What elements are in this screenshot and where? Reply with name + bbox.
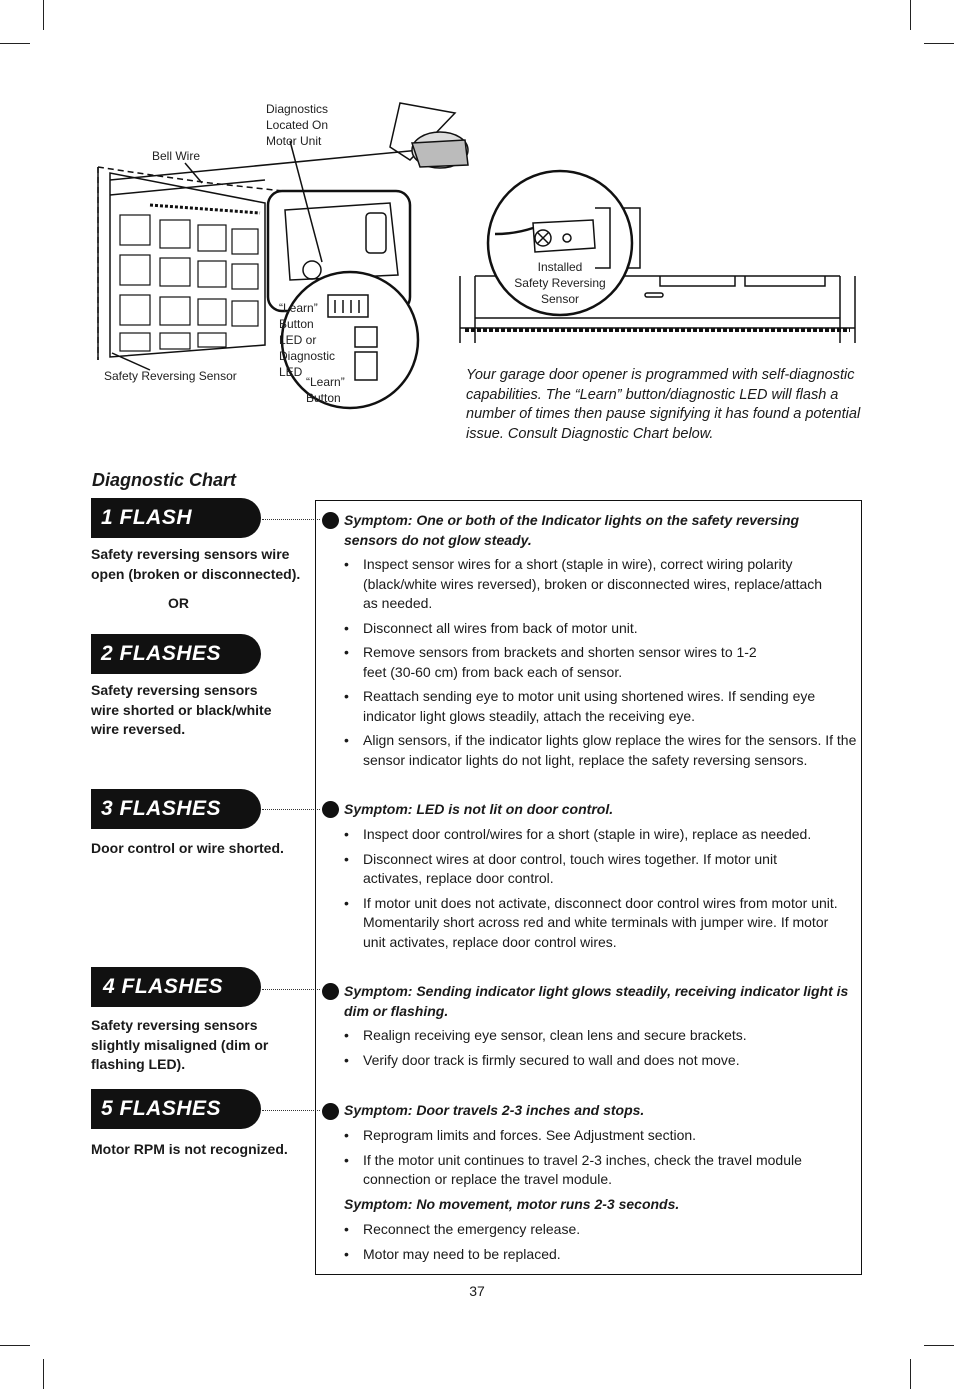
diagnostics-callout: Diagnostics Located On Motor Unit [266,102,329,148]
flash-code-2: 2 FLASHES [91,634,261,674]
bell-wire-callout: Bell Wire [152,149,201,163]
page-number: 37 [469,1283,485,1299]
leader-line [262,989,320,990]
crop-mark [924,1345,954,1346]
crop-mark [0,43,30,44]
crop-mark [910,0,911,30]
flash-cause-1: Safety reversing sensors wire open (broken or disconnected). [91,546,301,582]
installed-sensor-callout: Installed Safety Reversing Sensor [514,260,606,306]
flash-code-3: 3 FLASHES [91,789,261,829]
flash-cause-4: Safety reversing sensors slightly misaligned (dim or flashing LED). [91,1017,269,1072]
step-item: • Verify door track is firmly secured to wall and does not move. [344,1051,859,1071]
symptom-heading: Symptom: One or both of the Indicator lights on the safety reversing sensors do not glow steady. [344,512,800,548]
step-item: • Realign receiving eye sensor, clean lens and secure brackets. [344,1026,859,1046]
flash-code-4: 4 FLASHES [91,967,261,1007]
learn-button-callout: “Learn” Button [306,375,345,405]
step-item: • Align sensors, if the indicator lights glow replace the wires for the sensors. If the sensor indicator lights do not light, replace the safety reversing sensors. [344,731,873,770]
crop-mark [43,0,44,30]
step-item: • Disconnect wires at door control, touch wires together. If motor unit activates, replace door control. [344,850,818,889]
flash-cause-2: Safety reversing sensors wire shorted or black/white wire reversed. [91,682,272,737]
leader-line [262,809,320,810]
step-item: • Inspect sensor wires for a short (staple in wire), correct wiring polarity (black/white wires reversed), broken or disconnected wires, replace/attach as needed. [344,555,834,614]
flash-code-1: 1 FLASH [91,498,261,538]
flash-cause-3: Door control or wire shorted. [91,840,284,856]
leader-line [262,1110,320,1111]
intro-paragraph: Your garage door opener is programmed with self-diagnostic capabilities. The “Learn” button/diagnostic LED will flash a number of times then pause signifying it has found a potential issue. Consult Diagnostic Chart below. [466,367,861,442]
symptom-heading: Symptom: LED is not lit on door control. [344,801,614,817]
symptom-bullet [322,1103,339,1120]
step-item: • Reconnect the emergency release. [344,1220,859,1240]
flash-cause-5: Motor RPM is not recognized. [91,1141,288,1157]
symptom-bullet [322,983,339,1000]
step-item: • Reattach sending eye to motor unit using shortened wires. If sending eye indicator light glows steadily, attach the receiving eye. [344,687,834,726]
step-list [344,1126,839,1195]
step-list [344,555,857,775]
symptom-heading: Symptom: No movement, motor runs 2-3 seconds. [344,1196,680,1212]
safety-sensor-callout: Safety Reversing Sensor [104,369,237,383]
step-list [344,1220,859,1269]
sensor-illustration [455,168,865,348]
or-label: OR [168,595,189,611]
crop-mark [910,1359,911,1389]
crop-mark [924,43,954,44]
step-item: • Disconnect all wires from back of motor unit. [344,619,834,639]
symptom-bullet [322,512,339,529]
step-item: • If motor unit does not activate, disconnect door control wires from motor unit. Momentarily short across red and white terminals with jumper wire. If motor unit activates, replace door control wires. [344,894,844,953]
step-item: • Reprogram limits and forces. See Adjustment section. [344,1126,839,1146]
symptom-heading: Symptom: Door travels 2-3 inches and stops. [344,1102,645,1118]
flash-code-5: 5 FLASHES [91,1089,261,1129]
chart-title: Diagnostic Chart [92,470,237,490]
step-list [344,1026,859,1075]
step-list [344,825,844,957]
step-item: • Inspect door control/wires for a short (staple in wire), replace as needed. [344,825,844,845]
step-item: • If the motor unit continues to travel 2-3 inches, check the travel module connection or replace the travel module. [344,1151,839,1190]
symptom-heading: Symptom: Sending indicator light glows steadily, receiving indicator light is dim or flashing. [344,983,849,1019]
symptom-bullet [322,801,339,818]
learn-led-callout: “Learn” Button LED or Diagnostic LED [279,301,336,379]
crop-mark [0,1345,30,1346]
crop-mark [43,1359,44,1389]
step-item: • Remove sensors from brackets and shorten sensor wires to 1-2 feet (30-60 cm) from back each of sensor. [344,643,758,682]
leader-line [262,519,320,520]
step-item: • Motor may need to be replaced. [344,1245,859,1265]
